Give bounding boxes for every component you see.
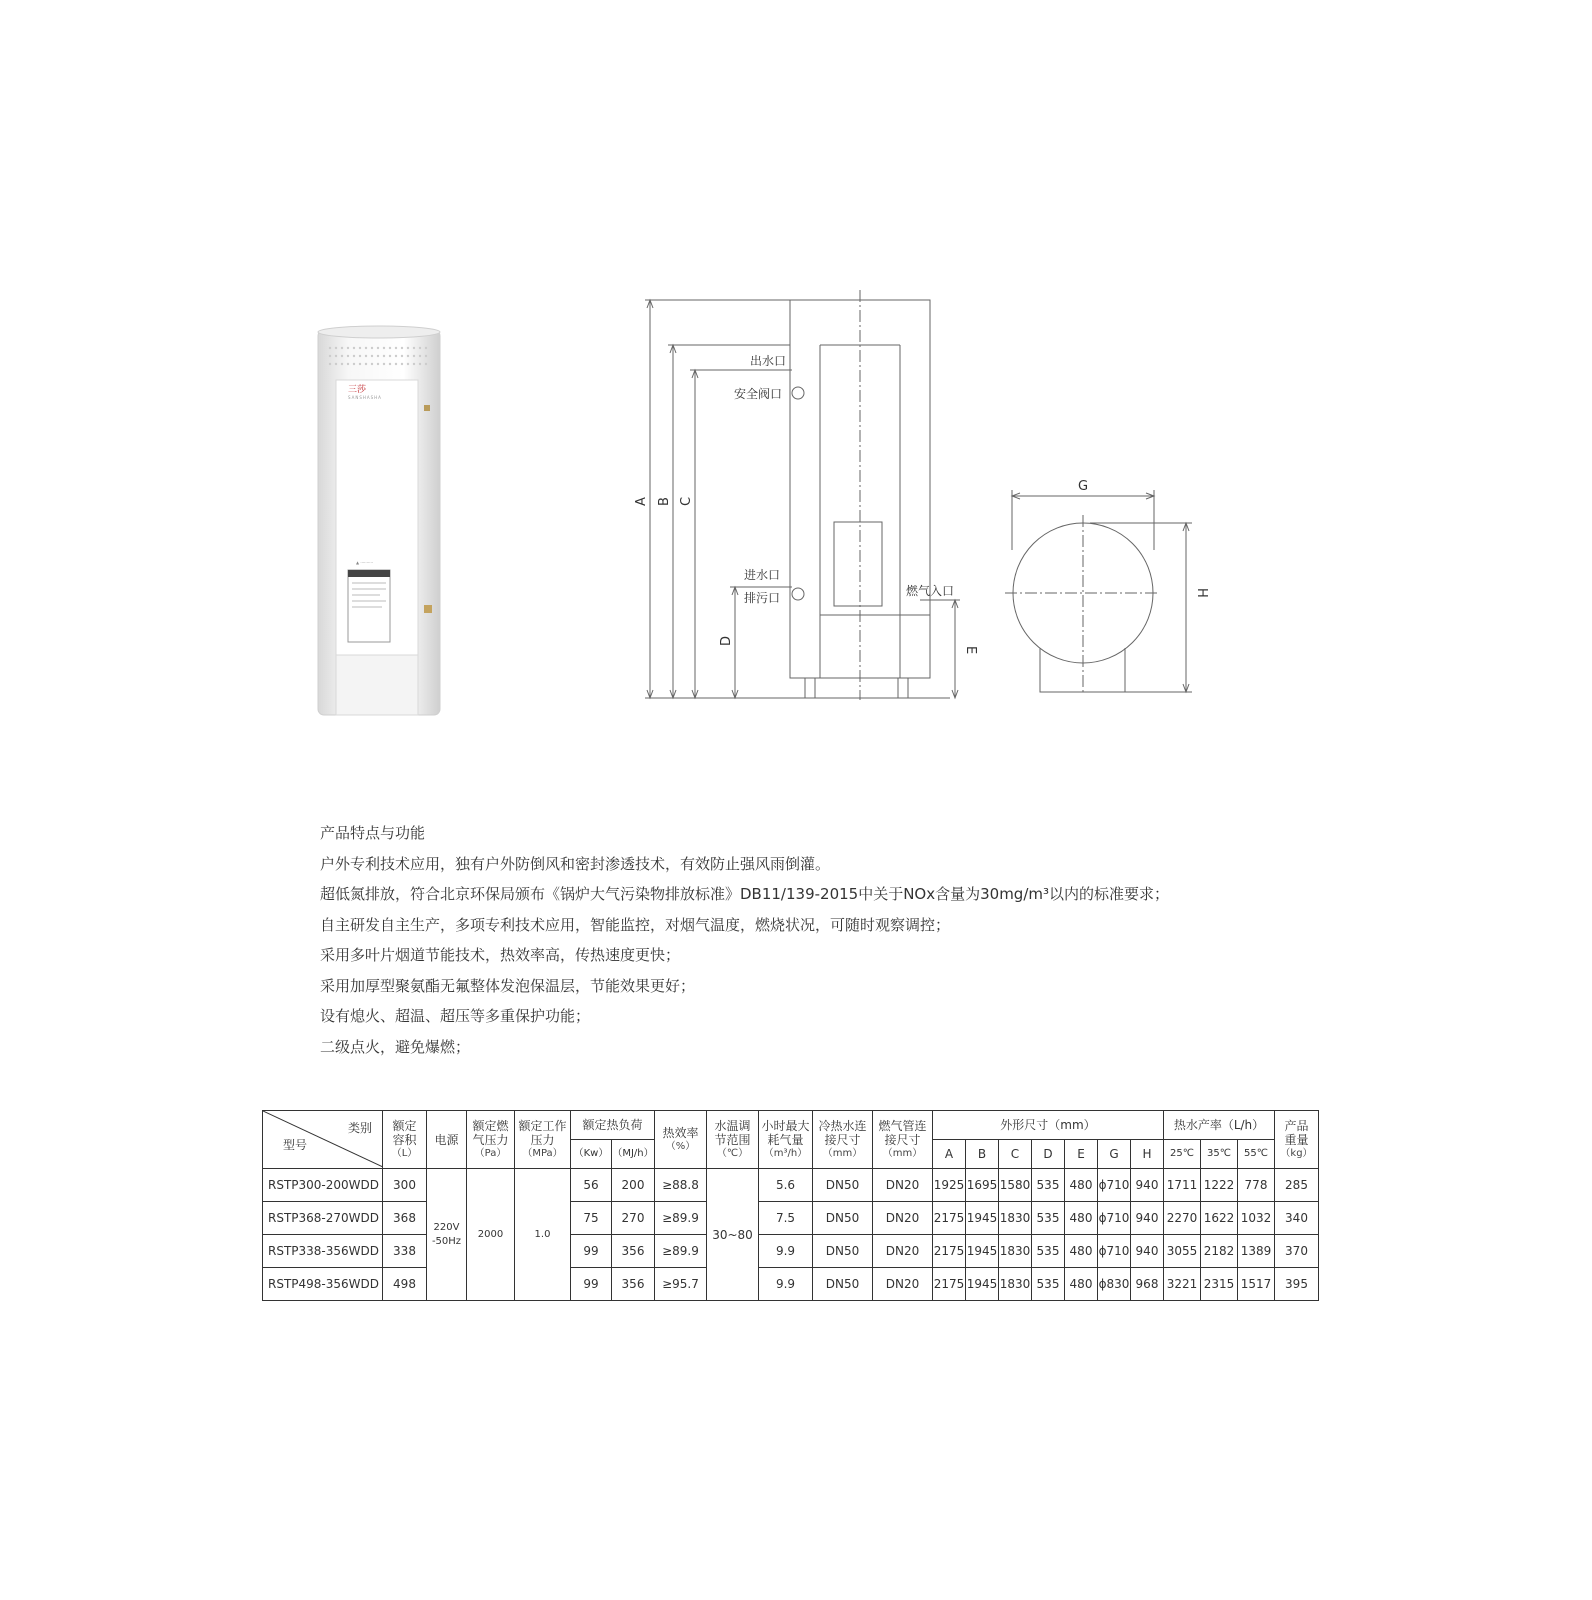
cell-weight: 370 xyxy=(1275,1235,1319,1268)
dim-a: A xyxy=(634,497,649,506)
cell-gas-consumption: 7.5 xyxy=(759,1202,813,1235)
header-text: 冷热水连接尺寸 xyxy=(818,1118,867,1147)
header-efficiency xyxy=(655,1111,707,1169)
header-power: 电源 xyxy=(427,1111,467,1169)
cell-water-conn: DN50 xyxy=(813,1268,873,1301)
cell-t25: 1711 xyxy=(1164,1169,1201,1202)
cell-water-conn: DN50 xyxy=(813,1235,873,1268)
feature-item: 采用加厚型聚氨酯无氟整体发泡保温层，节能效果更好； xyxy=(320,976,696,995)
cell-dim-g: ϕ830 xyxy=(1098,1268,1131,1301)
cell-dim-d: 535 xyxy=(1032,1235,1065,1268)
cell-gas-consumption: 9.9 xyxy=(759,1235,813,1268)
cell-t35: 1222 xyxy=(1201,1169,1238,1202)
cell-dim-d: 535 xyxy=(1032,1169,1065,1202)
cell-efficiency: ≥89.9 xyxy=(655,1235,707,1268)
cell-dim-e: 480 xyxy=(1065,1169,1098,1202)
cell-dim-c: 1830 xyxy=(999,1268,1032,1301)
cell-water-conn: DN50 xyxy=(813,1202,873,1235)
label-gas-inlet: 燃气入口 xyxy=(906,584,955,598)
header-hot-water: 热水产率（L/h） xyxy=(1164,1111,1275,1140)
header-text: 220V -50Hz xyxy=(431,1221,462,1247)
header-dimensions: 外形尺寸（mm） xyxy=(933,1111,1164,1140)
cell-mj: 200 xyxy=(612,1169,655,1202)
header-dim-a: A xyxy=(933,1140,966,1169)
cell-gas-pressure: 2000 xyxy=(467,1169,515,1301)
header-gas-consumption xyxy=(759,1111,813,1169)
dim-d: D xyxy=(719,635,734,646)
cell-t55: 1389 xyxy=(1238,1235,1275,1268)
cell-dim-g: ϕ710 xyxy=(1098,1169,1131,1202)
label-inlet: 进水口 xyxy=(744,568,781,582)
cell-dim-h: 968 xyxy=(1131,1268,1164,1301)
cell-dim-b: 1945 xyxy=(966,1235,999,1268)
cell-dim-e: 480 xyxy=(1065,1202,1098,1235)
header-dim-b: B xyxy=(966,1140,999,1169)
header-text: 热效率 xyxy=(662,1125,699,1140)
header-text: （mm） xyxy=(822,1147,863,1159)
feature-item: 采用多叶片烟道节能技术，热效率高，传热速度更快； xyxy=(320,946,681,964)
cell-gas-consumption: 5.6 xyxy=(759,1169,813,1202)
cell-mj: 356 xyxy=(612,1235,655,1268)
header-text: （MPa） xyxy=(522,1147,563,1159)
cell-dim-e: 480 xyxy=(1065,1268,1098,1301)
cell-gas-consumption: 9.9 xyxy=(759,1268,813,1301)
header-water-conn xyxy=(813,1111,873,1169)
cell-dim-g: ϕ710 xyxy=(1098,1202,1131,1235)
header-model: 型号 xyxy=(283,1138,308,1152)
header-temp-55: 55℃ xyxy=(1238,1140,1275,1169)
cell-efficiency: ≥88.8 xyxy=(655,1169,707,1202)
header-text: 燃气管连接尺寸 xyxy=(878,1118,927,1147)
cell-efficiency: ≥95.7 xyxy=(655,1268,707,1301)
header-corner xyxy=(263,1111,383,1169)
cell-t35: 1622 xyxy=(1201,1202,1238,1235)
cell-dim-c: 1830 xyxy=(999,1235,1032,1268)
cell-capacity: 338 xyxy=(383,1235,427,1268)
cell-dim-c: 1580 xyxy=(999,1169,1032,1202)
features-section xyxy=(320,818,1320,1062)
cell-dim-d: 535 xyxy=(1032,1268,1065,1301)
dimension-diagram xyxy=(620,290,1260,730)
cell-model: RSTP498-356WDD xyxy=(263,1268,383,1301)
cell-dim-h: 940 xyxy=(1131,1235,1164,1268)
table-row xyxy=(263,1169,1319,1202)
cell-model: RSTP300-200WDD xyxy=(263,1169,383,1202)
cell-dim-e: 480 xyxy=(1065,1235,1098,1268)
cell-gas-conn: DN20 xyxy=(873,1235,933,1268)
cell-dim-a: 1925 xyxy=(933,1169,966,1202)
cell-dim-h: 940 xyxy=(1131,1202,1164,1235)
cell-dim-b: 1945 xyxy=(966,1268,999,1301)
header-text: （kg） xyxy=(1280,1147,1313,1159)
feature-item: 设有熄火、超温、超压等多重保护功能； xyxy=(320,1007,591,1025)
cell-t35: 2315 xyxy=(1201,1268,1238,1301)
cell-mj: 356 xyxy=(612,1268,655,1301)
cell-gas-conn: DN20 xyxy=(873,1202,933,1235)
cell-dim-h: 940 xyxy=(1131,1169,1164,1202)
cell-dim-c: 1830 xyxy=(999,1202,1032,1235)
table-row xyxy=(263,1268,1319,1301)
header-text: 小时最大耗气量 xyxy=(761,1118,810,1147)
label-outlet: 出水口 xyxy=(750,354,787,368)
header-temp-35: 35℃ xyxy=(1201,1140,1238,1169)
cell-work-pressure: 1.0 xyxy=(515,1169,571,1301)
cell-model: RSTP368-270WDD xyxy=(263,1202,383,1235)
header-text: 额定燃气压力 xyxy=(472,1118,509,1147)
cell-dim-d: 535 xyxy=(1032,1202,1065,1235)
header-dim-c: C xyxy=(999,1140,1032,1169)
header-heat-mj: （MJ/h） xyxy=(612,1140,655,1169)
header-text: 水温调节范围 xyxy=(714,1118,751,1147)
header-text: （L） xyxy=(391,1147,418,1159)
header-work-pressure xyxy=(515,1111,571,1169)
cell-dim-g: ϕ710 xyxy=(1098,1235,1131,1268)
dim-g: G xyxy=(1078,479,1089,494)
cell-kw: 56 xyxy=(571,1169,612,1202)
header-text: （Pa） xyxy=(474,1147,507,1159)
cell-capacity: 498 xyxy=(383,1268,427,1301)
header-text: （mm） xyxy=(882,1147,923,1159)
cell-dim-a: 2175 xyxy=(933,1268,966,1301)
feature-item: 二级点火，避免爆燃； xyxy=(320,1037,471,1056)
cell-weight: 285 xyxy=(1275,1169,1319,1202)
cell-temp-range: 30~80 xyxy=(707,1169,759,1301)
header-text: 额定工作压力 xyxy=(518,1118,567,1147)
cell-model: RSTP338-356WDD xyxy=(263,1235,383,1268)
cell-kw: 99 xyxy=(571,1235,612,1268)
header-category: 类别 xyxy=(347,1121,372,1135)
header-text: （m³/h） xyxy=(763,1147,808,1159)
cell-dim-b: 1945 xyxy=(966,1202,999,1235)
brand-subtitle: SANSHASHA xyxy=(348,395,382,400)
header-dim-g: G xyxy=(1098,1140,1131,1169)
cell-power xyxy=(427,1169,467,1301)
header-text: （℃） xyxy=(716,1147,749,1159)
header-heat-load: 额定热负荷 xyxy=(571,1111,655,1140)
feature-item: 超低氮排放，符合北京环保局颁布《锅炉大气污染物排放标准》DB11/139-2015中关于NOx含量为30mg/m³以内的标准要求； xyxy=(320,885,1170,903)
cell-t55: 1517 xyxy=(1238,1268,1275,1301)
feature-item: 自主研发自主生产，多项专利技术应用，智能监控，对烟气温度，燃烧状况，可随时观察调控； xyxy=(320,915,951,934)
brand-logo xyxy=(348,382,366,395)
label-drain: 排污口 xyxy=(744,591,781,605)
water-heater-photo xyxy=(300,320,460,720)
dim-h: H xyxy=(1194,588,1209,598)
header-dim-d: D xyxy=(1032,1140,1065,1169)
cell-efficiency: ≥89.9 xyxy=(655,1202,707,1235)
header-text: （%） xyxy=(665,1140,696,1152)
cell-mj: 270 xyxy=(612,1202,655,1235)
cell-t25: 2270 xyxy=(1164,1202,1201,1235)
cell-t35: 2182 xyxy=(1201,1235,1238,1268)
brand-logo-text: 三莎 xyxy=(348,385,367,395)
features-title: 产品特点与功能 xyxy=(320,824,426,842)
cell-t55: 1032 xyxy=(1238,1202,1275,1235)
cell-water-conn: DN50 xyxy=(813,1169,873,1202)
cell-kw: 99 xyxy=(571,1268,612,1301)
dim-e: E xyxy=(963,646,978,655)
cell-dim-a: 2175 xyxy=(933,1235,966,1268)
spec-table xyxy=(262,1110,1319,1301)
header-weight xyxy=(1275,1111,1319,1169)
dim-b: B xyxy=(657,497,672,506)
cell-weight: 395 xyxy=(1275,1268,1319,1301)
label-safety-valve: 安全阀口 xyxy=(734,387,783,401)
header-temp-range xyxy=(707,1111,759,1169)
table-row xyxy=(263,1202,1319,1235)
header-text: 产品重量 xyxy=(1284,1118,1309,1147)
header-temp-25: 25℃ xyxy=(1164,1140,1201,1169)
header-gas-pressure xyxy=(467,1111,515,1169)
dim-c: C xyxy=(679,496,694,506)
table-row xyxy=(263,1235,1319,1268)
cell-capacity: 368 xyxy=(383,1202,427,1235)
feature-item: 户外专利技术应用，独有户外防倒风和密封渗透技术，有效防止强风雨倒灌。 xyxy=(320,854,831,873)
cell-gas-conn: DN20 xyxy=(873,1169,933,1202)
header-dim-e: E xyxy=(1065,1140,1098,1169)
header-dim-h: H xyxy=(1131,1140,1164,1169)
cell-dim-a: 2175 xyxy=(933,1202,966,1235)
header-row-1 xyxy=(263,1111,1319,1140)
cell-kw: 75 xyxy=(571,1202,612,1235)
cell-weight: 340 xyxy=(1275,1202,1319,1235)
cell-t55: 778 xyxy=(1238,1169,1275,1202)
header-text: 额定容积 xyxy=(392,1118,417,1147)
header-gas-conn xyxy=(873,1111,933,1169)
cell-t25: 3055 xyxy=(1164,1235,1201,1268)
header-capacity xyxy=(383,1111,427,1169)
cell-dim-b: 1695 xyxy=(966,1169,999,1202)
cell-t25: 3221 xyxy=(1164,1268,1201,1301)
header-heat-kw: （Kw） xyxy=(571,1140,612,1169)
svg-text:▲ ··········: ▲ ·········· xyxy=(356,560,374,565)
cell-gas-conn: DN20 xyxy=(873,1268,933,1301)
cell-capacity: 300 xyxy=(383,1169,427,1202)
